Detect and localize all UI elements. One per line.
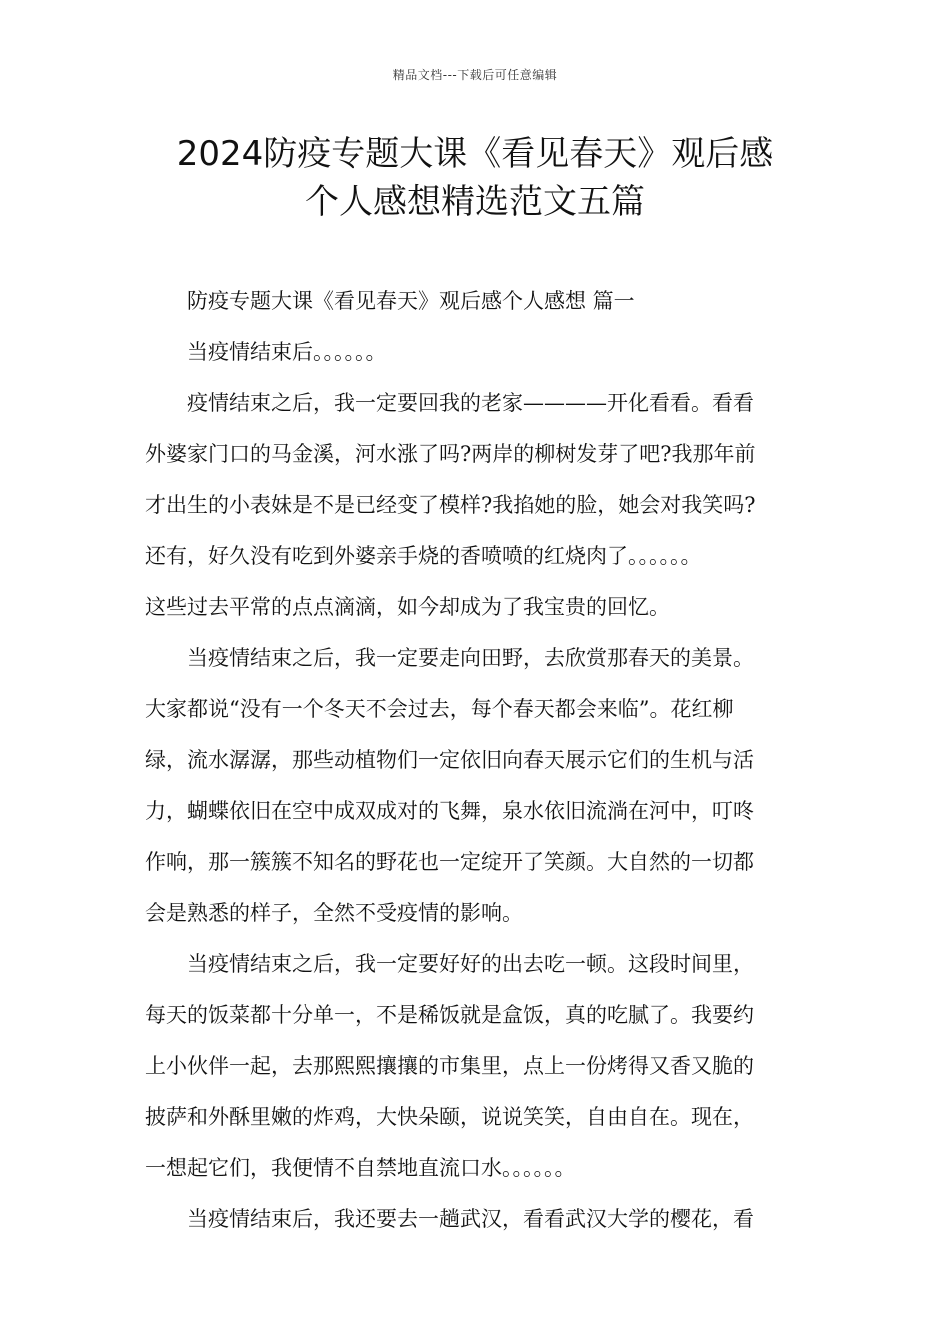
paragraph-2 <box>145 327 809 378</box>
paragraph-4 <box>145 633 809 939</box>
text-line: 每天的饭菜都十分单一，不是稀饭就是盒饭，真的吃腻了。我要约 <box>145 1003 754 1027</box>
text-line: 绿，流水潺潺，那些动植物们一定依旧向春天展示它们的生机与活 <box>145 748 754 772</box>
text-line: 一想起它们，我便情不自禁地直流口水。。。。。。 <box>145 1156 576 1180</box>
text-line: 作响，那一簇簇不知名的野花也一定绽开了笑颜。大自然的一切都 <box>145 850 754 874</box>
text-line: 会是熟悉的样子，全然不受疫情的影响。 <box>145 901 523 925</box>
paragraph-1 <box>145 276 809 327</box>
text-line: 当疫情结束后。。。。。。 <box>187 340 387 364</box>
text-line: 疫情结束之后，我一定要回我的老家————开化看看。看看 <box>187 391 754 415</box>
document-body <box>145 276 809 1245</box>
page-header: 精品文档---下载后可任意编辑 <box>392 68 558 82</box>
text-line: 当疫情结束之后，我一定要走向田野，去欣赏那春天的美景。 <box>187 646 754 670</box>
title-line-1: 2024防疫专题大课《看见春天》观后感 <box>176 134 774 174</box>
paragraph-3 <box>145 378 809 633</box>
document-title <box>100 130 850 226</box>
text-line: 当疫情结束后，我还要去一趟武汉，看看武汉大学的樱花，看 <box>187 1207 754 1231</box>
text-line: 力，蝴蝶依旧在空中成双成对的飞舞，泉水依旧流淌在河中，叮咚 <box>145 799 754 823</box>
text-line: 防疫专题大课《看见春天》观后感个人感想 篇一 <box>187 289 635 313</box>
text-line: 这些过去平常的点点滴滴，如今却成为了我宝贵的回忆。 <box>145 595 670 619</box>
paragraph-6 <box>145 1194 809 1245</box>
text-line: 当疫情结束之后，我一定要好好的出去吃一顿。这段时间里， <box>187 952 754 976</box>
title-line-2: 个人感想精选范文五篇 <box>305 182 645 222</box>
text-line: 上小伙伴一起，去那熙熙攘攘的市集里，点上一份烤得又香又脆的 <box>145 1054 754 1078</box>
text-line: 才出生的小表妹是不是已经变了模样?我掐她的脸，她会对我笑吗? <box>145 493 756 517</box>
paragraph-5 <box>145 939 809 1194</box>
text-line: 外婆家门口的马金溪，河水涨了吗?两岸的柳树发芽了吧?我那年前 <box>145 442 756 466</box>
text-line: 还有，好久没有吃到外婆亲手烧的香喷喷的红烧肉了。。。。。。 <box>145 544 702 568</box>
text-line: 披萨和外酥里嫩的炸鸡，大快朵颐，说说笑笑，自由自在。现在， <box>145 1105 754 1129</box>
text-line: 大家都说“没有一个冬天不会过去，每个春天都会来临”。花红柳 <box>145 697 734 721</box>
